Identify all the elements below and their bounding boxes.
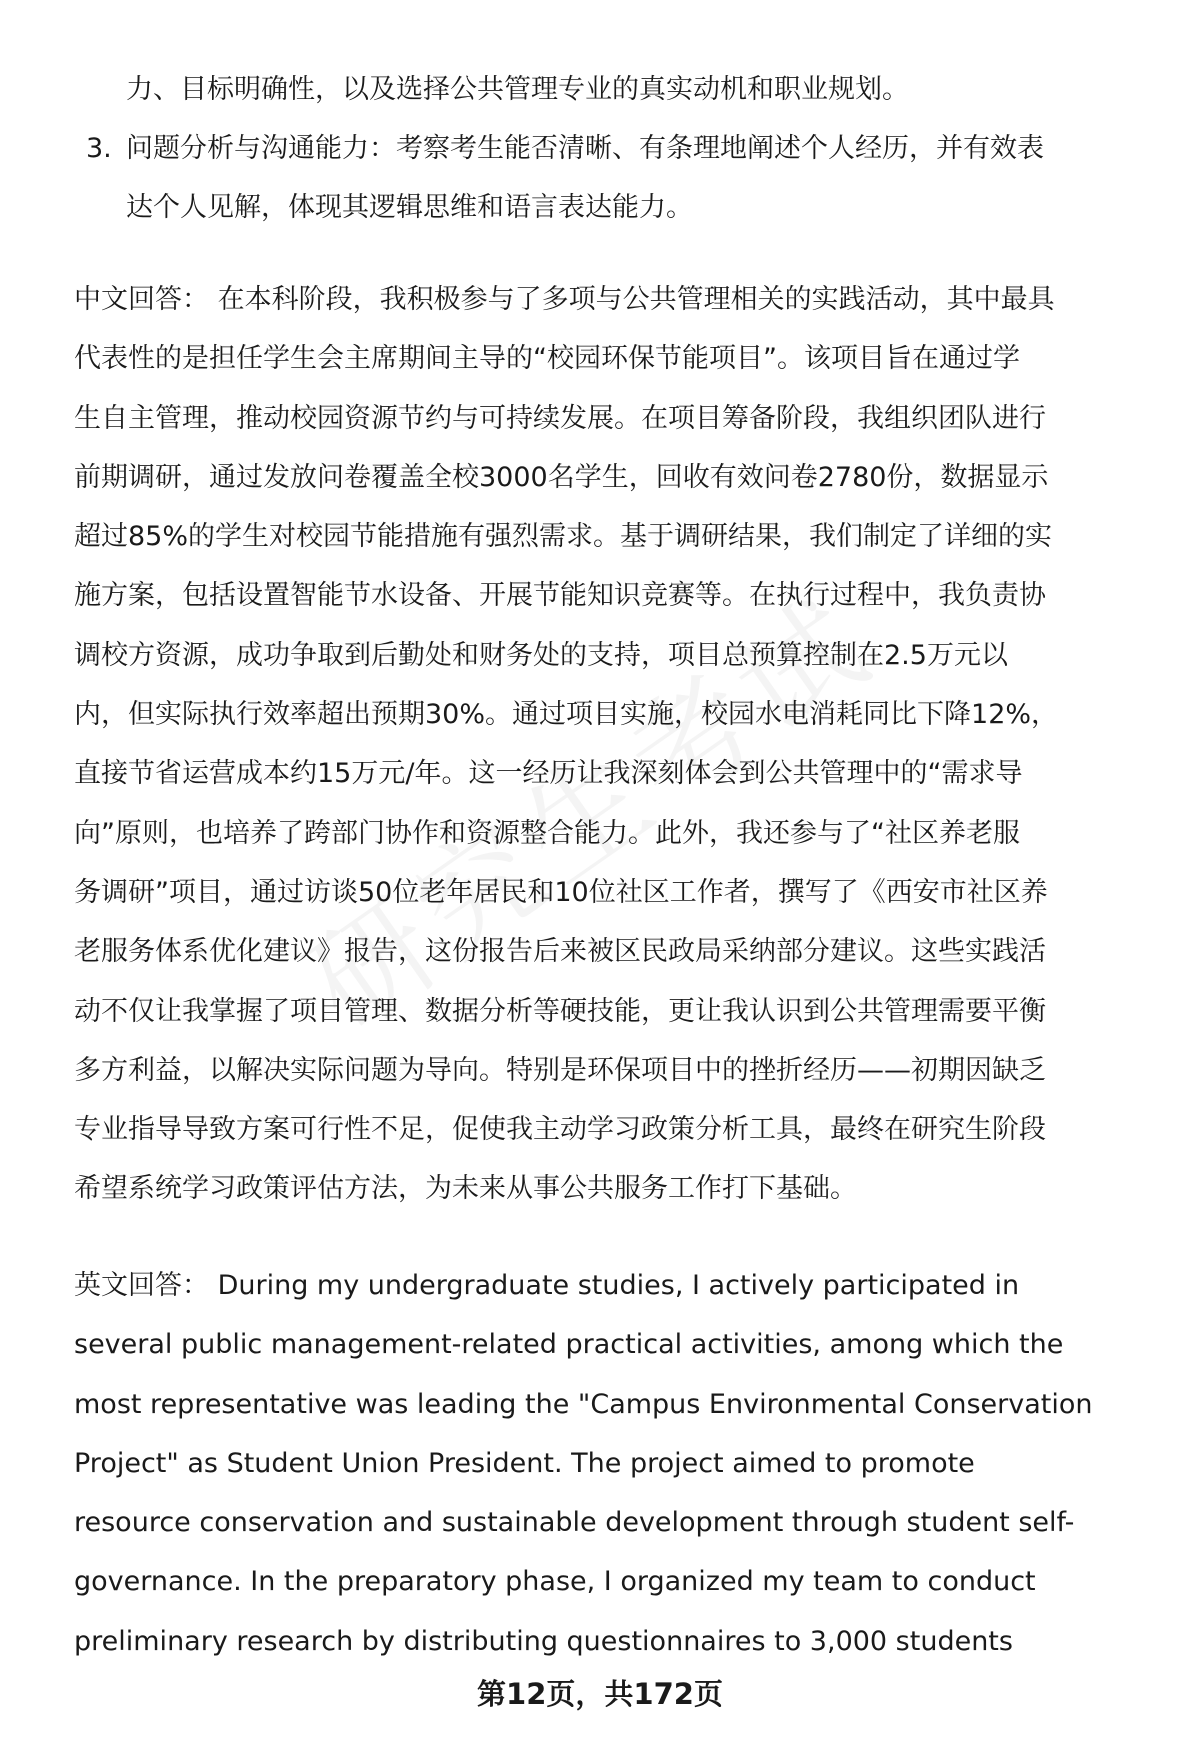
paragraph-line: 前期调研，通过发放问卷覆盖全校3000名学生，回收有效问卷2780份，数据显示 <box>74 461 1049 493</box>
list-item-3 <box>74 119 1154 237</box>
paragraph-line: 生自主管理，推动校园资源节约与可持续发展。在项目筹备阶段，我组织团队进行 <box>74 402 1046 434</box>
paragraph-line: 专业指导导致方案可行性不足，促使我主动学习政策分析工具，最终在研究生阶段 <box>74 1114 1046 1146</box>
paragraph-line: 内，但实际执行效率超出预期30%。通过项目实施，校园水电消耗同比下降12%， <box>74 699 1059 731</box>
evaluation-criteria-list <box>74 60 1154 237</box>
page-number-footer: 第12页，共172页 <box>477 1677 723 1711</box>
list-item-number: 3. <box>86 133 112 164</box>
paragraph-line: 务调研”项目，通过访谈50位老年居民和10位社区工作者，撰写了《西安市社区养 <box>74 876 1048 908</box>
english-answer-paragraph <box>74 1256 1154 1671</box>
paragraph-line: 多方利益，以解决实际问题为导向。特别是环保项目中的挫折经历——初期因缺乏 <box>74 1054 1046 1086</box>
paragraph-line: preliminary research by distributing questionnaires to 3,000 students <box>74 1625 1013 1657</box>
list-item-line: 达个人见解，体现其逻辑思维和语言表达能力。 <box>126 192 693 223</box>
paragraph-line: 代表性的是担任学生会主席期间主导的“校园环保节能项目”。该项目旨在通过学 <box>74 343 1020 375</box>
paragraph-line: 施方案，包括设置智能节水设备、开展节能知识竞赛等。在执行过程中，我负责协 <box>74 580 1046 612</box>
paragraph-line: resource conservation and sustainable development through student self- <box>74 1507 1075 1539</box>
paragraph-line: Project" as Student Union President. The project aimed to promote <box>74 1447 975 1479</box>
paragraph-line: 中文回答： 在本科阶段，我积极参与了多项与公共管理相关的实践活动，其中最具 <box>74 284 1055 315</box>
paragraph-line: 超过85%的学生对校园节能措施有强烈需求。基于调研结果，我们制定了详细的实 <box>74 521 1053 553</box>
paragraph-line: 希望系统学习政策评估方法，为未来从事公共服务工作打下基础。 <box>74 1173 857 1205</box>
list-item-line: 问题分析与沟通能力：考察考生能否清晰、有条理地阐述个人经历，并有效表 <box>126 133 1044 164</box>
paragraph-line: several public management-related practical activities, among which the <box>74 1329 1064 1361</box>
paragraph-line: governance. In the preparatory phase, I organized my team to conduct <box>74 1566 1036 1598</box>
paragraph-line: 直接节省运营成本约15万元/年。这一经历让我深刻体会到公共管理中的“需求导 <box>74 758 1023 790</box>
paragraph-line: 英文回答： During my undergraduate studies, I actively participated in <box>74 1270 1020 1301</box>
chinese-answer-paragraph <box>74 270 1154 1219</box>
paragraph-line: 向”原则，也培养了跨部门协作和资源整合能力。此外，我还参与了“社区养老服 <box>74 817 1020 849</box>
paragraph-line: 调校方资源，成功争取到后勤处和财务处的支持，项目总预算控制在2.5万元以 <box>74 639 1008 671</box>
paragraph-line: 动不仅让我掌握了项目管理、数据分析等硬技能，更让我认识到公共管理需要平衡 <box>74 995 1046 1027</box>
list-continuation-line: 力、目标明确性，以及选择公共管理专业的真实动机和职业规划。 <box>126 74 909 105</box>
paragraph-line: most representative was leading the "Campus Environmental Conservation <box>74 1388 1093 1420</box>
paragraph-line: 老服务体系优化建议》报告，这份报告后来被区民政局采纳部分建议。这些实践活 <box>74 936 1046 968</box>
